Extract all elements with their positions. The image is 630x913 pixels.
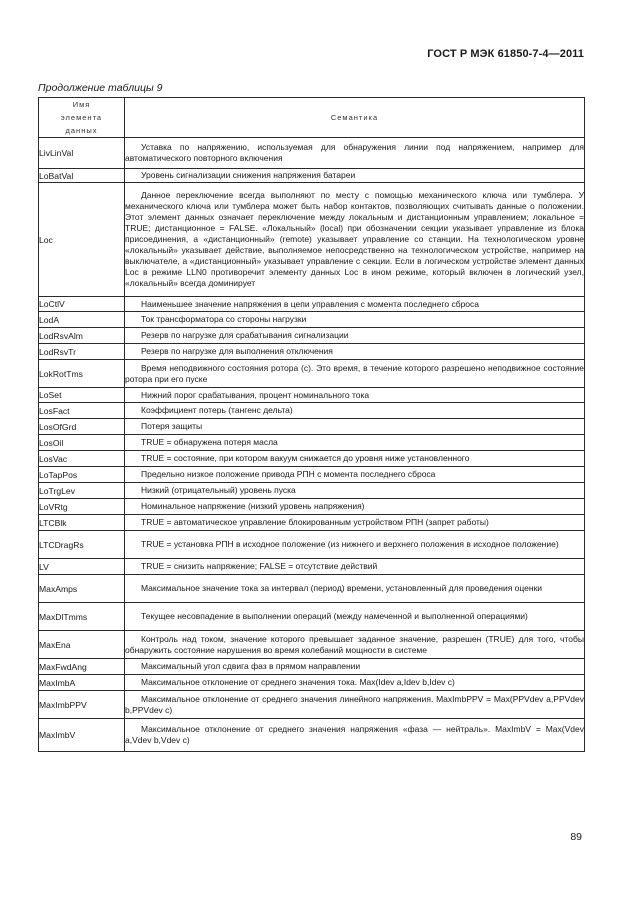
data-element-semantics: Нижний порог срабатывания, процент номинального тока	[125, 388, 585, 403]
data-element-semantics: Резерв по нагрузке для срабатывания сигнализации	[125, 328, 585, 344]
data-element-semantics: Потеря защиты	[125, 419, 585, 435]
data-element-semantics: Уровень сигнализации снижения напряжения батареи	[125, 169, 585, 183]
data-element-semantics: TRUE = установка РПН в исходное положение (из нижнего и верхнего положения в исходное положение)	[125, 531, 585, 559]
data-element-name: LodRsvAlm	[39, 328, 125, 344]
table-row	[39, 603, 585, 631]
data-element-semantics: Низкий (отрицательный) уровень пуска	[125, 483, 585, 499]
data-element-name: LosOil	[39, 435, 125, 451]
data-element-semantics: Максимальное значение тока за интервал (период) времени, установленный для проведения оценки	[125, 575, 585, 603]
data-element-semantics: Максимальный угол сдвига фаз в прямом направлении	[125, 659, 585, 675]
table-row	[39, 575, 585, 603]
data-element-semantics: Резерв по нагрузке для выполнения отключения	[125, 344, 585, 360]
data-element-name: LoTrgLev	[39, 483, 125, 499]
data-element-name: LTCDragRs	[39, 531, 125, 559]
data-element-semantics: TRUE = снизить напряжение; FALSE = отсутствие действий	[125, 559, 585, 575]
data-element-name: LosFact	[39, 403, 125, 419]
data-element-name: Loc	[39, 183, 125, 297]
table-row	[39, 515, 585, 531]
table-row	[39, 559, 585, 575]
table-row	[39, 312, 585, 328]
data-element-name: LodRsvTr	[39, 344, 125, 360]
data-elements-table	[38, 97, 585, 752]
standard-id-header: ГОСТ Р МЭК 61850-7-4—2011	[427, 48, 584, 60]
table-row	[39, 691, 585, 719]
table-header-row	[39, 98, 585, 138]
data-element-name: LTCBlk	[39, 515, 125, 531]
data-element-name: MaxAmps	[39, 575, 125, 603]
page-number: 89	[570, 831, 582, 843]
table-row	[39, 719, 585, 752]
table-row	[39, 675, 585, 691]
data-element-semantics: Уставка по напряжению, используемая для обнаружения линии под напряжением, например для автоматического повторного включения	[125, 138, 585, 169]
data-element-semantics: TRUE = автоматическое управление блокированным устройством РПН (запрет работы)	[125, 515, 585, 531]
data-element-name: LoTapPos	[39, 467, 125, 483]
table-row	[39, 483, 585, 499]
table-row	[39, 297, 585, 312]
table-row	[39, 531, 585, 559]
table-row	[39, 388, 585, 403]
data-element-semantics: Максимальное отклонение от среднего значения линейного напряжения. MaxImbPPV = Max(PPVdev a,PPVdev b,PPVdev c)	[125, 691, 585, 719]
data-element-name: LoSet	[39, 388, 125, 403]
data-element-name: LosOfGrd	[39, 419, 125, 435]
table-row	[39, 659, 585, 675]
data-element-semantics: Номинальное напряжение (низкий уровень напряжения)	[125, 499, 585, 515]
data-element-name: LokRotTms	[39, 360, 125, 388]
table-row	[39, 344, 585, 360]
table-row	[39, 183, 585, 297]
data-element-name: LivLinVal	[39, 138, 125, 169]
table-row	[39, 631, 585, 659]
table-continuation-caption: Продолжение таблицы 9	[38, 82, 163, 94]
data-element-name: LosVac	[39, 451, 125, 467]
data-element-semantics: Данное переключение всегда выполняют по месту с помощью механического ключа или тумблера. У механического ключа или тумблера может быть набор контактов, позволяющих считывать данные о положении. Этот элемент данных означает переключение между локальным и дистанционным управлением; локальное = TRUE; дистанционное = FALSE. «Локальный» (local) при обозначении секции указывает управление из блока присоединения, а «дистанционный» (remote) указывает управление со станции. На технологическом уровне «локальный» указывает действие, выполняемое непосредственно на технологическом устройстве, например на выключателе, а «дистанционный» указывает управление с секции. Если в логическом устройстве элемент данных Loc в режиме LLN0 противоречит элементу данных Loc в ином режиме, который включен в логический узел, «локальный» всегда доминирует	[125, 183, 585, 297]
data-element-name: MaxImbV	[39, 719, 125, 752]
table-row	[39, 467, 585, 483]
data-element-name: LoBatVal	[39, 169, 125, 183]
data-element-name: MaxImbPPV	[39, 691, 125, 719]
table-row	[39, 138, 585, 169]
data-element-name: MaxFwdAng	[39, 659, 125, 675]
data-element-name: LoCtlV	[39, 297, 125, 312]
table-row	[39, 499, 585, 515]
data-element-semantics: Ток трансформатора со стороны нагрузки	[125, 312, 585, 328]
data-element-name: MaxEna	[39, 631, 125, 659]
data-element-semantics: TRUE = состояние, при котором вакуум снижается до уровня ниже установленного	[125, 451, 585, 467]
data-element-semantics: Наименьшее значение напряжения в цепи управления с момента последнего сброса	[125, 297, 585, 312]
table-row	[39, 403, 585, 419]
data-element-semantics: Текущее несовпадение в выполнении операций (между намеченной и выполненной операциями)	[125, 603, 585, 631]
data-element-semantics: Время неподвижного состояния ротора (с). Это время, в течение которого разрешено неподвижное состояние ротора при его пуске	[125, 360, 585, 388]
table-row	[39, 328, 585, 344]
table-row	[39, 169, 585, 183]
column-header-name: Имя элемента данных	[39, 98, 125, 138]
table-row	[39, 360, 585, 388]
data-element-semantics: Максимальное отклонение от среднего значения тока. Max(Idev a,Idev b,Idev c)	[125, 675, 585, 691]
table-row	[39, 419, 585, 435]
data-element-semantics: Максимальное отклонение от среднего значения напряжения «фаза — нейтраль». MaxImbV = Max(Vdev a,Vdev b,Vdev c)	[125, 719, 585, 752]
data-element-name: MaxImbA	[39, 675, 125, 691]
column-header-semantics: Семантика	[125, 98, 585, 138]
data-element-name: LV	[39, 559, 125, 575]
table-row	[39, 451, 585, 467]
data-element-name: LoVRtg	[39, 499, 125, 515]
data-element-semantics: TRUE = обнаружена потеря масла	[125, 435, 585, 451]
table-row	[39, 435, 585, 451]
data-element-name: MaxDlTmms	[39, 603, 125, 631]
data-element-semantics: Коэффициент потерь (тангенс дельта)	[125, 403, 585, 419]
data-element-name: LodA	[39, 312, 125, 328]
data-element-semantics: Контроль над током, значение которого превышает заданное значение, разрешен (TRUE) для того, чтобы обнаружить состояние нарушения во время колебаний мощности в системе	[125, 631, 585, 659]
data-element-semantics: Предельно низкое положение привода РПН с момента последнего сброса	[125, 467, 585, 483]
